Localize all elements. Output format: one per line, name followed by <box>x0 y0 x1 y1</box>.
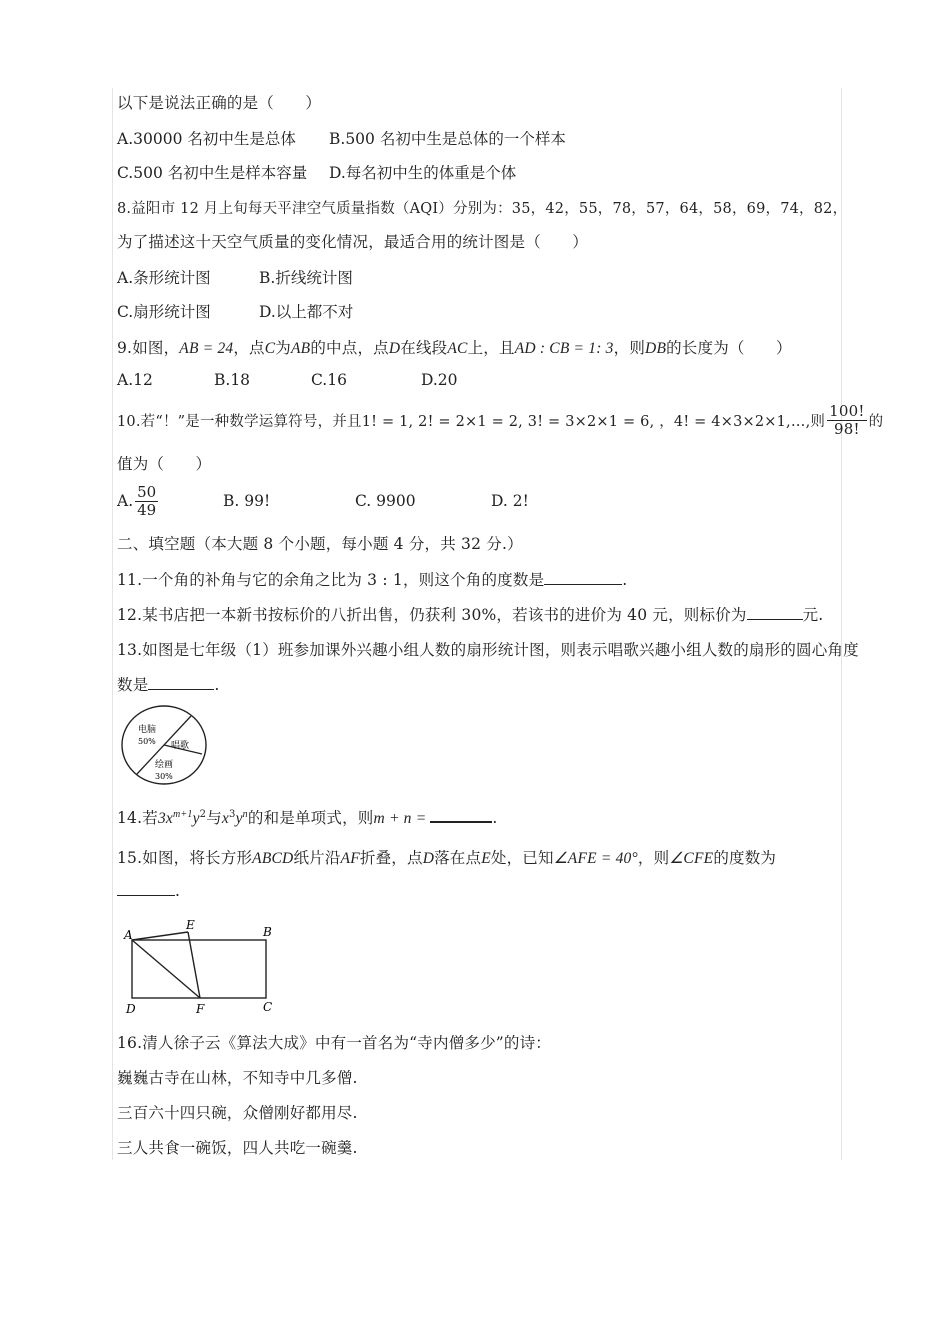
q15-line2 <box>117 882 180 900</box>
q14-with: 与 <box>206 809 222 827</box>
q14-term1-yexp: 2 <box>199 808 207 820</box>
q14-answer-blank <box>430 820 492 823</box>
q16-poem-line2: 三百六十四只碗，众僧刚好都用尽. <box>117 1104 358 1122</box>
q10-option-a-label: A. <box>117 492 134 510</box>
q10-option-d: D. 2! <box>491 492 529 510</box>
q9-stem <box>117 336 792 358</box>
segment-ef <box>188 932 200 998</box>
q10-suffix: 的 <box>868 413 884 430</box>
q15-segment-af: AF <box>340 850 360 867</box>
q10-option-b: B. 99! <box>223 492 271 510</box>
q9-suffix: 的长度为（ ） <box>666 339 792 357</box>
q10-option-a-numerator: 50 <box>137 482 157 501</box>
q15-suffix: 的度数为 <box>713 849 777 867</box>
q11-stem <box>117 568 627 590</box>
q8-stem-line2: 为了描述这十天空气质量的变化情况，最适合用的统计图是（ ） <box>117 233 589 251</box>
q15-geometry-figure <box>118 915 283 1020</box>
q14-term1-exp: m+1 <box>172 808 193 820</box>
q12-end: 元. <box>802 606 824 624</box>
q9-text-3: 的中点，点 <box>310 339 389 357</box>
q9-ratio: AD : CB = 1: 3 <box>514 340 614 357</box>
q15-point-e: E <box>481 850 491 867</box>
q15-point-d: D <box>422 850 435 867</box>
q16-poem-line3: 三人共食一碗饭，四人共吃一碗羹. <box>117 1139 358 1157</box>
q14-term1-y: y <box>192 810 200 827</box>
q14-term1-coef: 3x <box>157 810 173 827</box>
q9-segment-ac: AC <box>447 340 468 357</box>
q14-end: . <box>492 809 498 827</box>
q8-option-c: C.扇形统计图 <box>117 303 211 321</box>
q9-text-5: 上，且 <box>467 339 515 357</box>
q15-text-2: 折叠，点 <box>359 849 423 867</box>
q8-option-b: B.折线统计图 <box>259 269 353 287</box>
q15-text-1: 纸片沿 <box>293 849 341 867</box>
q12-stem <box>117 603 823 625</box>
q12-answer-blank <box>747 618 803 620</box>
q7-option-d: D.每名初中生的体重是个体 <box>329 164 517 182</box>
q9-segment-ab: AB <box>291 340 311 357</box>
q16-poem-line1: 巍巍古寺在山林，不知寺中几多僧. <box>117 1069 358 1087</box>
q8-stem-line1: 8.益阳市 12 月上旬每天平津空气质量指数（AQI）分别为：35，42，55，78，57，64，58，69，74，82， <box>117 201 848 217</box>
label-a: A <box>124 928 133 942</box>
q10-fraction <box>827 403 866 438</box>
q9-text-4: 在线段 <box>400 339 448 357</box>
q14-prefix: 14.若 <box>117 809 158 827</box>
q8-option-a: A.条形统计图 <box>117 269 211 287</box>
q11-text: 11.一个角的补角与它的余角之比为 3 : 1，则这个角的度数是 <box>117 571 545 589</box>
q9-ab-equation: AB = 24 <box>179 340 234 357</box>
label-e: E <box>186 918 195 932</box>
q10-fraction-denominator: 98! <box>833 419 860 438</box>
fold-line-af <box>132 940 200 998</box>
q9-text-2: 为 <box>275 339 291 357</box>
q9-option-d: D.20 <box>421 371 458 389</box>
q7-stem: 以下是说法正确的是（ ） <box>117 94 322 112</box>
q11-end: . <box>622 571 628 589</box>
label-b: B <box>263 925 272 939</box>
q9-text-1: ，点 <box>233 339 265 357</box>
label-d: D <box>126 1002 136 1016</box>
label-f: F <box>196 1002 205 1016</box>
q14-mid: 的和是单项式，则 <box>247 809 374 827</box>
q15-rect-abcd: ABCD <box>252 850 294 867</box>
q10-line2: 值为（ ） <box>117 455 212 473</box>
q15-angle-cfe: ∠CFE <box>669 850 714 867</box>
q10-option-a-denominator: 49 <box>137 500 157 519</box>
q15-text-3: 落在点 <box>434 849 482 867</box>
q15-angle-afe: ∠AFE = 40° <box>553 850 638 867</box>
q10-option-a <box>117 480 160 522</box>
q9-text-6: ，则 <box>613 339 646 357</box>
q9-point-d: D <box>388 340 401 357</box>
q9-prefix: 9.如图， <box>117 339 180 357</box>
q13-pie-chart-figure <box>118 702 210 788</box>
q9-option-b: B.18 <box>214 371 251 389</box>
q15-prefix: 15.如图，将长方形 <box>117 849 253 867</box>
q14-term2-y: y <box>235 810 243 827</box>
q15-text-4: 处，已知 <box>490 849 554 867</box>
q14-term2-yexp: n <box>242 808 248 820</box>
q14-expression: m + n = <box>373 810 427 827</box>
q10-option-a-fraction <box>135 484 158 519</box>
q14-term2-xexp: 3 <box>229 808 236 820</box>
pie-label-computer: 电脑 <box>138 725 157 735</box>
q15-text-5: ，则 <box>637 849 670 867</box>
q11-answer-blank <box>544 583 622 585</box>
q7-option-b: B.500 名初中生是总体的一个样本 <box>329 130 566 148</box>
label-c: C <box>263 1000 273 1014</box>
pie-label-drawing: 绘画 <box>155 760 174 770</box>
segment-ae <box>132 932 188 940</box>
q13-stem-line1: 13.如图是七年级（1）班参加课外兴趣小组人数的扇形统计图，则表示唱歌兴趣小组人数的扇形的圆心角度 <box>117 641 859 659</box>
q12-text: 12.某书店把一本新书按标价的八折出售，仍获利 30%，若该书的进价为 40 元，则标价为 <box>117 606 747 624</box>
q14-term2-x: x <box>221 810 230 827</box>
section2-heading: 二、填空题（本大题 8 个小题，每小题 4 分，共 32 分.） <box>117 535 523 553</box>
q7-option-c: C.500 名初中生是样本容量 <box>117 164 308 182</box>
q10-option-c: C. 9900 <box>355 492 416 510</box>
q10-prefix: 10.若“！”是一种数学运算符号，并且 <box>117 413 362 430</box>
q13-stem-line2 <box>117 673 220 695</box>
q13-end: . <box>214 676 220 694</box>
q9-option-c: C.16 <box>311 371 347 389</box>
q9-segment-db: DB <box>645 340 667 357</box>
pie-pct-drawing: 30% <box>155 772 173 781</box>
q14-stem <box>117 806 498 828</box>
q10-formula: 1! = 1, 2! = 2×1 = 2, 3! = 3×2×1 = 6, ，4! = 4×3×2×1,…, <box>361 413 811 430</box>
q16-stem: 16.清人徐子云《算法大成》中有一首名为“寺内僧多少”的诗： <box>117 1034 552 1052</box>
q15-answer-blank <box>117 894 175 896</box>
q10-stem <box>117 398 883 442</box>
q8-option-d: D.以上都不对 <box>259 303 354 321</box>
q10-fraction-numerator: 100! <box>829 401 865 420</box>
q15-end: . <box>175 882 181 900</box>
q13-answer-blank <box>148 688 214 690</box>
q15-stem <box>117 846 776 868</box>
q7-option-a: A.30000 名初中生是总体 <box>117 130 296 148</box>
q9-option-a: A.12 <box>117 371 153 389</box>
pie-pct-computer: 50% <box>138 737 156 746</box>
q10-then: 则 <box>810 413 826 430</box>
q13-line2-text: 数是 <box>117 676 149 694</box>
pie-label-singing: 唱歌 <box>171 741 190 751</box>
q9-point-c: C <box>264 340 276 357</box>
